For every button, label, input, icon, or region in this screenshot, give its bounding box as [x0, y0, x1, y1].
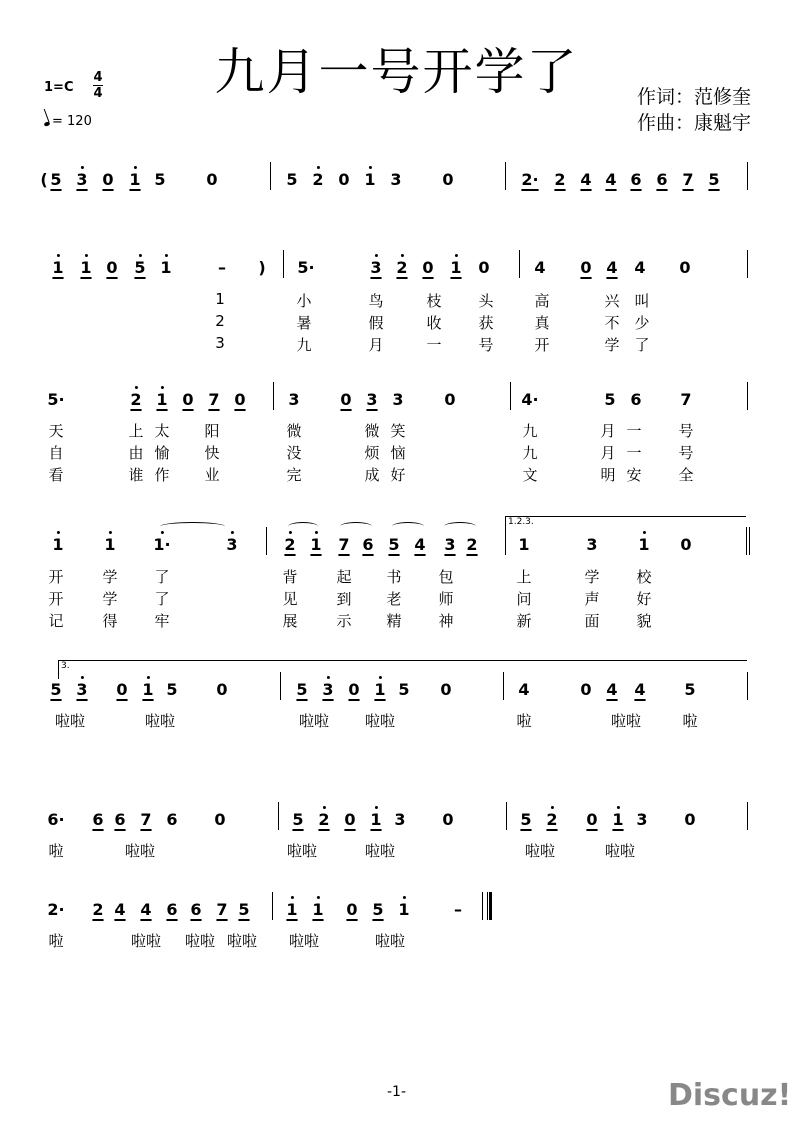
barline	[505, 162, 506, 190]
lyric-syllable: 书	[386, 568, 402, 586]
lyric-syllable: 一	[626, 444, 642, 462]
lyric-syllable: 学	[604, 336, 620, 354]
lyric-syllable: 面	[584, 612, 600, 630]
note: 0	[106, 258, 118, 277]
note: 6	[166, 900, 178, 919]
lyric-syllable: 啦啦	[184, 932, 216, 950]
barline	[747, 250, 748, 278]
note: 2	[312, 170, 324, 189]
lyric-syllable: 啦啦	[124, 842, 156, 860]
slur	[392, 522, 424, 531]
note: 4	[114, 900, 126, 919]
note: 6	[114, 810, 126, 829]
note: (	[40, 170, 48, 189]
note: 5	[286, 170, 298, 189]
lyric-syllable: 笑	[390, 422, 406, 440]
lyric-syllable: 2	[215, 312, 225, 330]
barline	[482, 892, 483, 920]
lyric-syllable: 啦	[48, 932, 64, 950]
note: 6	[190, 900, 202, 919]
lyric-syllable: 一	[626, 422, 642, 440]
note: 5	[684, 680, 696, 699]
note: 5·	[297, 258, 315, 277]
lyric-syllable: 啦	[682, 712, 698, 730]
lyric-syllable: 少	[634, 314, 650, 332]
lyric-syllable: 真	[534, 314, 550, 332]
lyric-syllable: 老	[386, 590, 402, 608]
lyric-syllable: 枝	[426, 292, 442, 310]
notation-row	[0, 680, 793, 708]
note: 1	[160, 258, 172, 277]
lyric-syllable: 记	[48, 612, 64, 630]
note: 1	[310, 535, 322, 554]
lyric-syllable: 文	[522, 466, 538, 484]
lyric-syllable: 问	[516, 590, 532, 608]
lyric-line	[0, 464, 793, 484]
lyric-line	[0, 930, 793, 950]
quarter-note-icon	[43, 121, 50, 127]
lyric-line	[0, 334, 793, 354]
note: 5	[388, 535, 400, 554]
note: 1	[286, 900, 298, 919]
lyric-syllable: 月	[600, 422, 616, 440]
lyric-syllable: 明	[600, 466, 616, 484]
lyric-syllable: 啦啦	[288, 932, 320, 950]
lyric-syllable: 号	[478, 336, 494, 354]
barline	[273, 382, 274, 410]
barline	[278, 802, 279, 830]
lyric-syllable: 啦啦	[364, 712, 396, 730]
lyric-syllable: 鸟	[368, 292, 384, 310]
barline	[519, 250, 520, 278]
note: 4	[534, 258, 546, 277]
note: 6	[92, 810, 104, 829]
notation-row	[0, 810, 793, 838]
note: )	[258, 258, 266, 277]
lyric-syllable: 完	[286, 466, 302, 484]
lyric-syllable: 开	[534, 336, 550, 354]
note: 1	[80, 258, 92, 277]
lyric-syllable: 包	[438, 568, 454, 586]
lyric-syllable: 号	[678, 444, 694, 462]
notation-row	[0, 170, 793, 198]
note: 0	[478, 258, 490, 277]
notation-row	[0, 258, 793, 286]
note: 7	[140, 810, 152, 829]
lyric-syllable: 叫	[634, 292, 650, 310]
lyric-syllable: 月	[600, 444, 616, 462]
lyric-syllable: 作	[154, 466, 170, 484]
note: 5·	[47, 390, 65, 409]
lyric-syllable: 牢	[154, 612, 170, 630]
note: 3	[394, 810, 406, 829]
lyric-syllable: 微	[286, 422, 302, 440]
note: 1	[52, 258, 64, 277]
note: 1	[129, 170, 141, 189]
lyric-syllable: 啦啦	[610, 712, 642, 730]
note: 0	[580, 258, 592, 277]
lyric-syllable: 愉	[154, 444, 170, 462]
note: 3	[366, 390, 378, 409]
lyric-syllable: 高	[534, 292, 550, 310]
lyric-syllable: 头	[478, 292, 494, 310]
lyric-syllable: 背	[282, 568, 298, 586]
note: 5	[296, 680, 308, 699]
note: 0	[234, 390, 246, 409]
lyric-syllable: 不	[604, 314, 620, 332]
lyric-syllable: 声	[584, 590, 600, 608]
lyric-syllable: 神	[438, 612, 454, 630]
note: 3	[288, 390, 300, 409]
slur	[444, 522, 476, 531]
barline	[487, 892, 488, 920]
note: 2·	[521, 170, 539, 189]
note: 5	[372, 900, 384, 919]
lyric-syllable: 学	[584, 568, 600, 586]
lyric-syllable: 阳	[204, 422, 220, 440]
lyric-syllable: 开	[48, 568, 64, 586]
note: 5	[398, 680, 410, 699]
time-signature	[93, 70, 103, 101]
lyric-line	[0, 710, 793, 730]
lyric-syllable: 啦啦	[364, 842, 396, 860]
note: 7	[208, 390, 220, 409]
lyric-syllable: 啦	[48, 842, 64, 860]
note: 5	[708, 170, 720, 189]
note: 4	[606, 680, 618, 699]
note: 0	[440, 680, 452, 699]
lyric-syllable: 师	[438, 590, 454, 608]
lyric-syllable: 1	[215, 290, 225, 308]
note: 1	[364, 170, 376, 189]
lyric-syllable: 微	[364, 422, 380, 440]
lyric-line	[0, 588, 793, 608]
lyric-syllable: 全	[678, 466, 694, 484]
barline	[747, 162, 748, 190]
note: 5	[520, 810, 532, 829]
lyric-syllable: 校	[636, 568, 652, 586]
slur	[160, 522, 225, 531]
note: 5	[292, 810, 304, 829]
note: 0	[444, 390, 456, 409]
note: 0	[340, 390, 352, 409]
note: 0	[182, 390, 194, 409]
lyric-syllable: 展	[282, 612, 298, 630]
lyric-syllable: 小	[296, 292, 312, 310]
note: 1	[518, 535, 530, 554]
lyric-syllable: 自	[48, 444, 64, 462]
note: 6	[630, 170, 642, 189]
lyric-syllable: 学	[102, 568, 118, 586]
note: 1	[312, 900, 324, 919]
lyric-syllable: 看	[48, 466, 64, 484]
note: 6	[656, 170, 668, 189]
lyric-syllable: 啦	[516, 712, 532, 730]
slur	[288, 522, 318, 531]
note: 4	[580, 170, 592, 189]
lyric-line	[0, 610, 793, 630]
note: 1	[450, 258, 462, 277]
note: 0	[206, 170, 218, 189]
volta-second-ending-label: 3.	[61, 661, 70, 671]
note: 4	[140, 900, 152, 919]
composer-credit: 作曲：康魁宇	[636, 112, 751, 134]
volta-first-ending	[505, 516, 746, 537]
note: 7	[338, 535, 350, 554]
note: 1	[612, 810, 624, 829]
barline	[506, 802, 507, 830]
lyric-line	[0, 420, 793, 440]
lyric-syllable: 上	[128, 422, 144, 440]
note: 1	[142, 680, 154, 699]
note: 2	[546, 810, 558, 829]
lyric-syllable: 啦啦	[298, 712, 330, 730]
lyric-syllable: 假	[368, 314, 384, 332]
barline	[746, 527, 747, 555]
lyric-syllable: 安	[626, 466, 642, 484]
lyric-syllable: 恼	[390, 444, 406, 462]
note: 0	[344, 810, 356, 829]
note: 2	[130, 390, 142, 409]
lyric-syllable: 啦啦	[286, 842, 318, 860]
note: 3	[390, 170, 402, 189]
note: 3	[444, 535, 456, 554]
note: 7	[682, 170, 694, 189]
notation-row	[0, 535, 793, 563]
barline	[510, 382, 511, 410]
note: 0	[348, 680, 360, 699]
lyric-syllable: 啦啦	[130, 932, 162, 950]
volta-second-ending	[58, 660, 747, 679]
song-title: 九月一号开学了	[214, 43, 579, 101]
note: 5	[604, 390, 616, 409]
barline	[747, 382, 748, 410]
note: 6	[166, 810, 178, 829]
forum-logo: Discuz!	[668, 1078, 792, 1113]
lyric-syllable: 烦	[364, 444, 380, 462]
lyric-syllable: 收	[426, 314, 442, 332]
time-signature-bottom: 4	[93, 86, 103, 101]
note: 6	[630, 390, 642, 409]
note: 1	[638, 535, 650, 554]
note: 0	[422, 258, 434, 277]
lyric-syllable: 获	[478, 314, 494, 332]
lyric-syllable: 精	[386, 612, 402, 630]
lyric-line	[0, 290, 793, 310]
note: 0	[338, 170, 350, 189]
lyric-syllable: 天	[48, 422, 64, 440]
lyric-syllable: 成	[364, 466, 380, 484]
lyric-syllable: 号	[678, 422, 694, 440]
note: 5	[154, 170, 166, 189]
lyric-syllable: 起	[336, 568, 352, 586]
lyric-syllable: 啦啦	[226, 932, 258, 950]
note: 5	[50, 170, 62, 189]
note: 2	[554, 170, 566, 189]
note: 1	[398, 900, 410, 919]
lyric-syllable: 开	[48, 590, 64, 608]
note: 3	[226, 535, 238, 554]
lyric-syllable: 暑	[296, 314, 312, 332]
note: 1	[52, 535, 64, 554]
lyric-syllable: 快	[204, 444, 220, 462]
lyric-syllable: 见	[282, 590, 298, 608]
note: 4	[605, 170, 617, 189]
note: –	[218, 258, 226, 277]
note: 0	[684, 810, 696, 829]
lyric-syllable: 3	[215, 334, 225, 352]
time-signature-top: 4	[93, 70, 103, 85]
lyric-syllable: 啦啦	[524, 842, 556, 860]
lyric-syllable: 兴	[604, 292, 620, 310]
barline	[747, 802, 748, 830]
note: 0	[586, 810, 598, 829]
note: –	[454, 900, 462, 919]
lyric-line	[0, 840, 793, 860]
lyric-syllable: 得	[102, 612, 118, 630]
lyricist-credit: 作词：范修奎	[636, 86, 751, 108]
note: 2·	[47, 900, 65, 919]
note: 1	[104, 535, 116, 554]
note: 2	[396, 258, 408, 277]
lyric-syllable: 啦啦	[144, 712, 176, 730]
note: 0	[580, 680, 592, 699]
note: 3	[392, 390, 404, 409]
note: 1	[156, 390, 168, 409]
notation-row	[0, 390, 793, 418]
barline	[749, 527, 750, 555]
lyric-syllable: 上	[516, 568, 532, 586]
note: 2	[466, 535, 478, 554]
lyric-line	[0, 442, 793, 462]
lyric-syllable: 啦啦	[54, 712, 86, 730]
lyric-syllable: 由	[128, 444, 144, 462]
note: 0	[679, 258, 691, 277]
note: 0	[214, 810, 226, 829]
lyric-line	[0, 312, 793, 332]
note: 0	[346, 900, 358, 919]
lyric-syllable: 貌	[636, 612, 652, 630]
note: 0	[680, 535, 692, 554]
lyric-syllable: 好	[636, 590, 652, 608]
lyric-syllable: 太	[154, 422, 170, 440]
key-signature: 1=C	[44, 80, 74, 95]
barline	[747, 672, 748, 700]
note: 2	[92, 900, 104, 919]
note: 4	[518, 680, 530, 699]
lyric-syllable: 谁	[128, 466, 144, 484]
note: 1	[374, 680, 386, 699]
note: 3	[322, 680, 334, 699]
note: 0	[442, 810, 454, 829]
note: 4	[634, 258, 646, 277]
lyric-syllable: 月	[368, 336, 384, 354]
lyric-syllable: 九	[296, 336, 312, 354]
note: 5	[166, 680, 178, 699]
lyric-syllable: 了	[634, 336, 650, 354]
note: 3	[76, 170, 88, 189]
barline	[283, 250, 284, 278]
note: 6	[362, 535, 374, 554]
note: 0	[442, 170, 454, 189]
note: 0	[116, 680, 128, 699]
note: 7	[680, 390, 692, 409]
lyric-syllable: 新	[516, 612, 532, 630]
note: 1	[370, 810, 382, 829]
lyric-syllable: 好	[390, 466, 406, 484]
note: 0	[216, 680, 228, 699]
note: 4	[606, 258, 618, 277]
note: 4	[414, 535, 426, 554]
tempo-value: = 120	[52, 114, 92, 129]
note: 5	[50, 680, 62, 699]
tempo-mark	[44, 114, 92, 129]
note: 1·	[153, 535, 171, 554]
lyric-syllable: 了	[154, 590, 170, 608]
lyric-syllable: 示	[336, 612, 352, 630]
note: 6·	[47, 810, 65, 829]
note: 3	[76, 680, 88, 699]
note: 4	[634, 680, 646, 699]
note: 5	[134, 258, 146, 277]
barline	[272, 892, 273, 920]
note: 0	[102, 170, 114, 189]
barline	[270, 162, 271, 190]
lyric-syllable: 学	[102, 590, 118, 608]
note: 3	[370, 258, 382, 277]
lyric-syllable: 九	[522, 422, 538, 440]
lyric-syllable: 啦啦	[604, 842, 636, 860]
page-number: -1-	[386, 1084, 406, 1100]
barline	[266, 527, 267, 555]
slur	[340, 522, 372, 531]
lyric-syllable: 了	[154, 568, 170, 586]
notation-row	[0, 900, 793, 928]
lyric-line	[0, 566, 793, 586]
lyric-syllable: 业	[204, 466, 220, 484]
lyric-syllable: 一	[426, 336, 442, 354]
note: 5	[238, 900, 250, 919]
lyric-syllable: 啦啦	[374, 932, 406, 950]
lyric-syllable: 到	[336, 590, 352, 608]
note: 2	[318, 810, 330, 829]
note: 3	[586, 535, 598, 554]
note: 2	[284, 535, 296, 554]
final-barline	[489, 892, 492, 920]
note: 4·	[521, 390, 539, 409]
volta-first-ending-label: 1.2.3.	[508, 517, 534, 527]
note: 7	[216, 900, 228, 919]
note: 3	[636, 810, 648, 829]
lyric-syllable: 九	[522, 444, 538, 462]
lyric-syllable: 没	[286, 444, 302, 462]
